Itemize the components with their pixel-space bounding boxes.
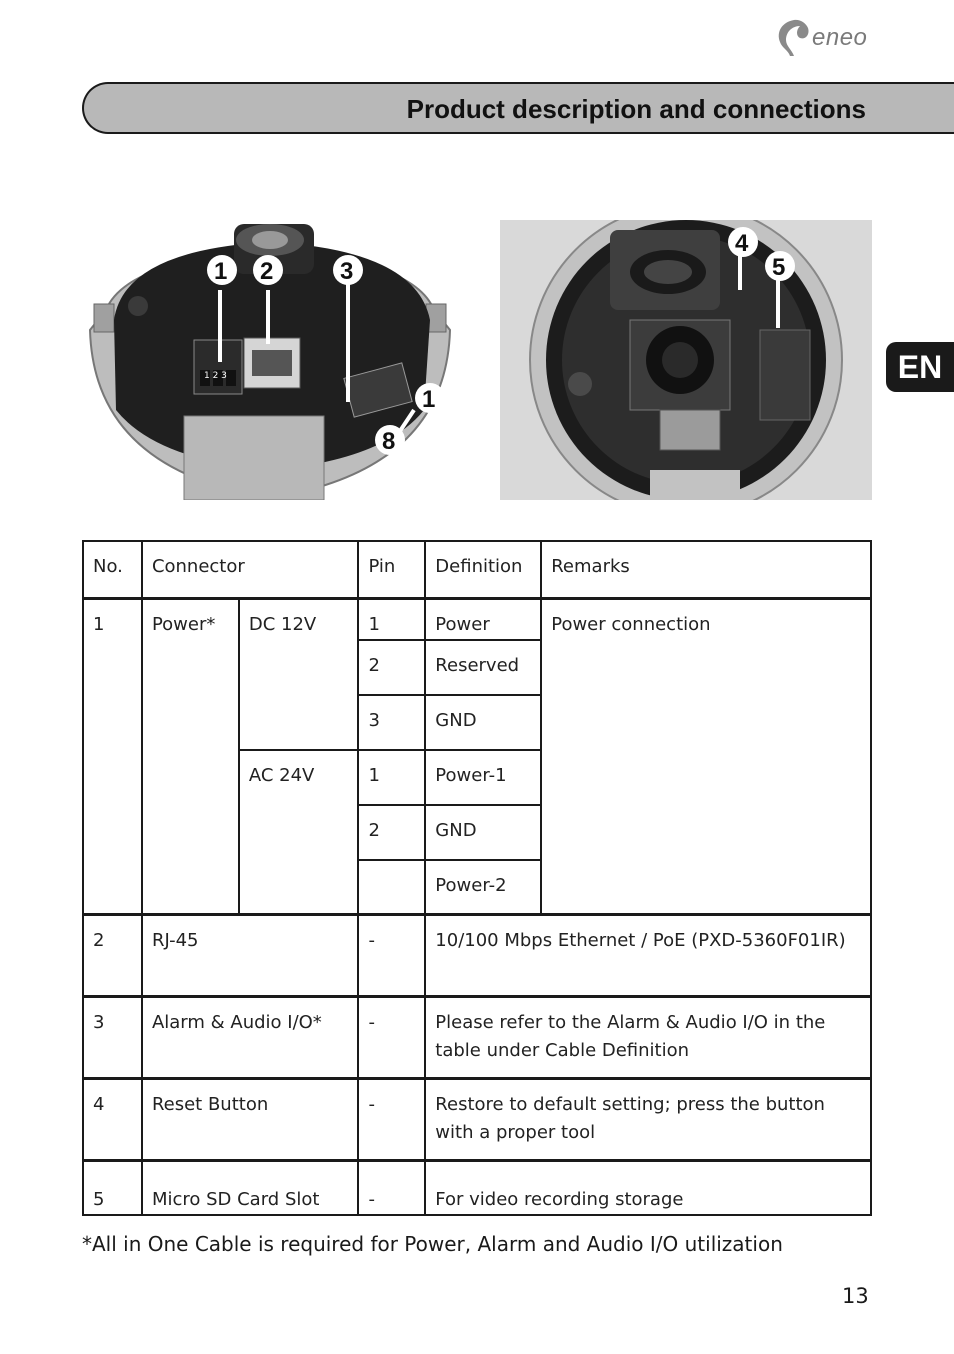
pin-cell: - (358, 997, 425, 1079)
definition-cell: Please refer to the Alarm & Audio I/O in the table under Cable Definition (425, 997, 871, 1079)
header-definition: Definition (425, 541, 541, 598)
callout-3: 3 (340, 258, 354, 285)
callout-4: 4 (735, 230, 749, 257)
callout-2: 2 (260, 258, 274, 285)
table-row (83, 598, 871, 640)
language-tab: EN (886, 342, 954, 392)
connector-cell: Alarm & Audio I/O* (142, 997, 359, 1079)
power-remarks-cell: Power connection (541, 598, 871, 915)
connections-table (82, 540, 872, 1216)
table-row (83, 915, 871, 997)
no-cell: 4 (83, 1079, 142, 1161)
table-header-row (83, 541, 871, 598)
power-no-cell: 1 (83, 598, 142, 915)
definition-cell: Power (425, 598, 541, 640)
connector-cell: RJ-45 (142, 915, 359, 997)
page-number: 13 (842, 1284, 869, 1308)
camera-connectors-photo (84, 220, 456, 500)
definition-cell: Reserved (425, 640, 541, 695)
pin-cell: 2 (358, 805, 425, 860)
pin-cell: 3 (358, 695, 425, 750)
definition-cell: Power-1 (425, 750, 541, 805)
terminal-pin-labels: 1 2 3 (204, 371, 227, 381)
footnote: *All in One Cable is required for Power, Alarm and Audio I/O utilization (82, 1232, 783, 1256)
pin-cell: 1 (358, 750, 425, 805)
no-cell: 2 (83, 915, 142, 997)
table-row (83, 1161, 871, 1216)
callout-1: 1 (214, 258, 228, 285)
definition-cell: 10/100 Mbps Ethernet / PoE (PXD-5360F01IR) (425, 915, 871, 997)
section-header-bar (82, 82, 954, 134)
pin-cell: 2 (358, 640, 425, 695)
header-remarks: Remarks (541, 541, 871, 598)
camera-internal-photo (500, 220, 872, 500)
power-connector-cell: Power* (142, 598, 239, 915)
callout-8: 8 (382, 428, 396, 455)
pin-cell: - (358, 1161, 425, 1216)
definition-cell: For video recording storage (425, 1161, 871, 1216)
pin-cell: - (358, 915, 425, 997)
no-cell: 5 (83, 1161, 142, 1216)
header-no: No. (83, 541, 142, 598)
brand-name: eneo (812, 24, 868, 51)
definition-cell: GND (425, 805, 541, 860)
page-title: Product description and connections (406, 94, 866, 124)
pin-cell (358, 860, 425, 915)
callout-1-pin: 1 (422, 386, 436, 413)
header-pin: Pin (358, 541, 425, 598)
header-connector: Connector (142, 541, 359, 598)
table-row (83, 1079, 871, 1161)
connector-cell: Micro SD Card Slot (142, 1161, 359, 1216)
dc-type-cell: DC 12V (239, 598, 359, 750)
ac-type-cell: AC 24V (239, 750, 359, 915)
callout-5: 5 (772, 254, 786, 281)
eneo-logo (776, 18, 886, 58)
connector-cell: Reset Button (142, 1079, 359, 1161)
eneo-logo-icon (776, 18, 812, 58)
definition-cell: GND (425, 695, 541, 750)
pin-cell: - (358, 1079, 425, 1161)
no-cell: 3 (83, 997, 142, 1079)
pin-cell: 1 (358, 598, 425, 640)
table-row (83, 997, 871, 1079)
definition-cell: Power-2 (425, 860, 541, 915)
definition-cell: Restore to default setting; press the button with a proper tool (425, 1079, 871, 1161)
